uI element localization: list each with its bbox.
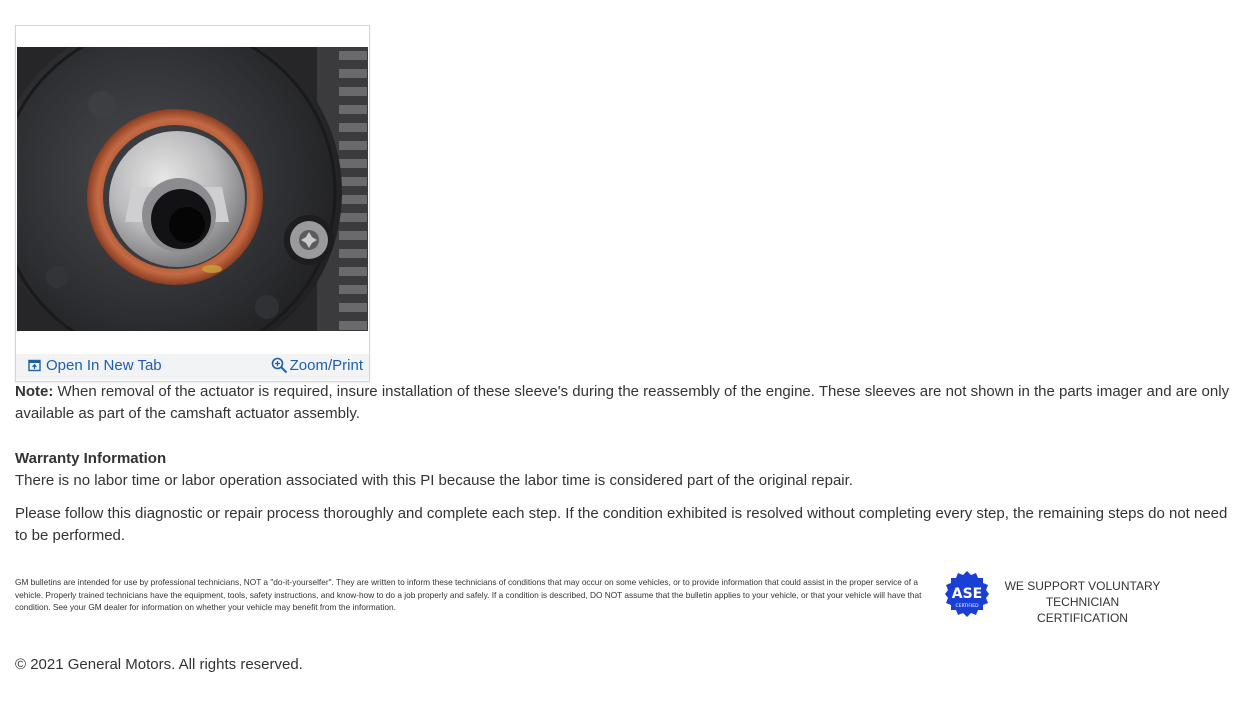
zoom-in-icon [271, 357, 288, 374]
ase-tagline-line-2: TECHNICIAN CERTIFICATION [1037, 595, 1128, 625]
ase-tagline-line-1: WE SUPPORT VOLUNTARY [1004, 579, 1161, 593]
ase-logo-text: ASE [951, 586, 983, 602]
ase-certified-logo [944, 569, 990, 625]
open-in-new-tab-link[interactable] [28, 357, 162, 374]
copyright-notice: © 2021 General Motors. All rights reserved. [15, 656, 303, 673]
process-instructions-text: Please follow this diagnostic or repair process thoroughly and complete each step. If the condition exhibited is resolved without completing every step, the remaining steps do not need to be performed. [15, 505, 1228, 544]
zoom-print-label: Zoom/Print [289, 357, 363, 374]
warranty-heading: Warranty Information [15, 450, 167, 467]
figure-actions-bar [16, 354, 369, 380]
ase-seal-icon [944, 569, 990, 625]
camshaft-actuator-photo [17, 47, 368, 331]
ase-logo-subtext: CERTIFIED [955, 604, 979, 609]
open-in-new-tab-label: Open In New Tab [46, 357, 162, 374]
warranty-text: There is no labor time or labor operation associated with this PI because the labor time is considered part of the original repair. [15, 472, 853, 489]
note-text: When removal of the actuator is required, insure installation of these sleeve's during the reassembly of the engine. These sleeves are not shown in the parts imager and are only available as part of the camshaft actuator assembly. [15, 383, 1230, 422]
gm-disclaimer: GM bulletins are intended for use by professional technicians, NOT a "do-it-yourselfer". They are written to inform these technicians of conditions that may occur on some vehicles, or to provide information that could assist in the proper service of a vehicle. Properly trained technicians have the equipment, tools, safety instructions, and know-how to do a job properly and safely. If a condition is described, DO NOT assume that the bulletin applies to your vehicle, or that your vehicle will have that condition. See your GM dealer for information on whether your vehicle may benefit from the information. [15, 577, 922, 612]
open-in-new-tab-icon [28, 359, 41, 372]
ase-tagline [1000, 578, 1165, 626]
figure-card [15, 25, 370, 382]
zoom-print-link[interactable] [271, 357, 363, 374]
camshaft-actuator-photo-drawing [17, 47, 368, 331]
note-label: Note: [15, 383, 54, 400]
note-paragraph [15, 381, 1240, 425]
